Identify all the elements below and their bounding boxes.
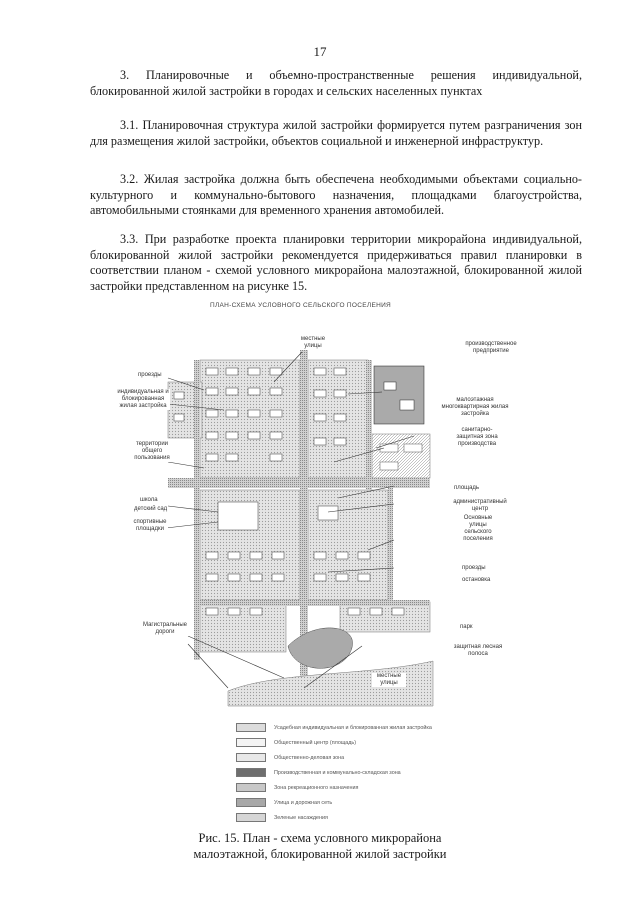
legend-text: Зеленые насаждения (274, 814, 328, 821)
legend-item (236, 780, 536, 795)
legend-swatch (236, 768, 266, 777)
park (288, 628, 353, 668)
figure-title: ПЛАН-СХЕМА УСЛОВНОГО СЕЛЬСКОГО ПОСЕЛЕНИЯ (210, 302, 392, 309)
legend-text: Усадебная индивидуальная и блокированная жилая застройка (274, 724, 432, 731)
legend-text: Улица и дорожная сеть (274, 799, 333, 806)
plan-legend (236, 720, 536, 825)
paragraph-3-1: 3.1. Планировочная структура жилой застройки формируется путем разграничения зон для размещения жилой застройки, объектов социальной и инженерной инфраструктур. (90, 118, 582, 148)
legend-item (236, 765, 536, 780)
legend-text: Общественно-деловая зона (274, 754, 345, 761)
paragraph-3-3: 3.3. При разработке проекта планировки территории микрорайона индивидуальной, блокированной жилой застройки рекомендуется придерживаться правил планировки в соответствии планом - схемой условного микрорайона малоэтажной, блокированной жилой застройки представленном на рисунке 15. (90, 232, 582, 293)
legend-item (236, 810, 536, 825)
legend-swatch (236, 813, 266, 822)
legend-item (236, 720, 536, 735)
legend-text: Зона рекреационного назначения (274, 784, 359, 791)
label-administrative: административный центр (450, 499, 510, 513)
label-bus-stop: остановка (462, 577, 491, 583)
label-local-streets-top: местные улицы (296, 336, 330, 350)
legend-text: Производственная и коммунально-складская зона (274, 769, 401, 776)
label-school: школа (140, 497, 158, 503)
label-forest: защитная лесная полоса (453, 644, 503, 657)
legend-item (236, 735, 536, 750)
label-industrial: производственное предприятие (458, 341, 524, 355)
legend-swatch (236, 723, 266, 732)
label-park: парк (460, 624, 473, 630)
page-number: 17 (313, 44, 327, 59)
section-heading-paragraph: 3. Планировочные и объемно-пространственные решения индивидуальной, блокированной жилой застройки в городах и сельских населенных пунктах (90, 68, 582, 98)
legend-text: Общественный центр (площадь) (274, 739, 357, 746)
label-public-territory: территории общего пользования (130, 441, 174, 462)
label-sanitary: санитарно-защитная зона производства (450, 427, 504, 448)
legend-item (236, 750, 536, 765)
label-individual-housing: индивидуальная и блокированная жилая застройка (117, 389, 169, 409)
legend-swatch (236, 753, 266, 762)
label-main-roads: Магистральные дороги (140, 622, 190, 636)
label-local-streets-bottom: местные улицы (372, 673, 406, 687)
label-square: площадь (454, 485, 480, 491)
label-main-streets: Основные улицы сельского поселения (456, 515, 500, 543)
industrial-zone (374, 366, 424, 424)
legend-swatch (236, 738, 266, 747)
paragraph-3-2: 3.2. Жилая застройка должна быть обеспечена необходимыми объектами социально-культурного и коммунально-бытового назначения, площадками благоустройства, автомобильными стоянками для временного хранения автомобилей. (90, 172, 582, 217)
label-driveways-right: проезды (462, 565, 486, 571)
label-sport: спортивные площадки (133, 519, 167, 532)
label-lowrise: малоэтажная многоквартирная жилая застройка (441, 397, 509, 417)
label-kindergarten: детский сад (134, 506, 168, 512)
figure-caption (0, 830, 640, 862)
legend-swatch (236, 798, 266, 807)
legend-swatch (236, 783, 266, 792)
label-driveways-left: проезды (138, 372, 162, 378)
lowrise-zone (372, 434, 430, 478)
legend-item (236, 795, 536, 810)
caption-line-2: малоэтажной, блокированной жилой застройки (193, 847, 447, 861)
caption-line-1: Рис. 15. План - схема условного микрорайона (198, 831, 442, 845)
